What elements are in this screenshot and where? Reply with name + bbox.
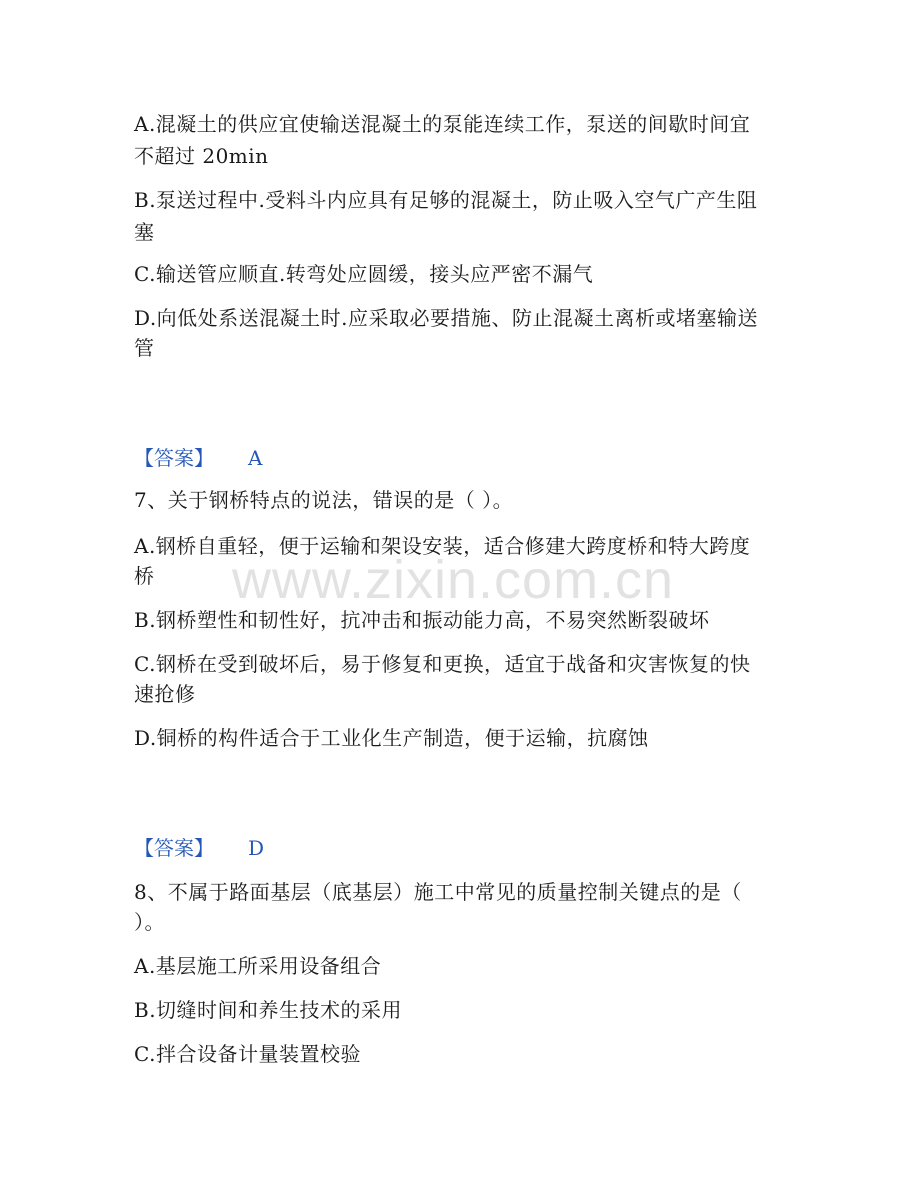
answer-label: 【答案】 bbox=[134, 446, 214, 470]
q7-option-a-line1: A.钢桥自重轻，便于运输和架设安装，适合修建大跨度桥和特大跨度 bbox=[134, 534, 751, 558]
q6-option-b-line1: B.泵送过程中.受料斗内应具有足够的混凝土，防止吸入空气广产生阻 bbox=[134, 188, 758, 212]
q6-option-c-line1: C.输送管应顺直.转弯处应圆缓，接头应严密不漏气 bbox=[134, 262, 594, 286]
q8-stem-line2: ）。 bbox=[134, 910, 165, 934]
answer-label: 【答案】 bbox=[134, 836, 214, 860]
watermark: www.zixin.com.cn bbox=[232, 550, 675, 610]
answer-value: A bbox=[248, 446, 263, 470]
q7-option-b-line1: B.钢桥塑性和韧性好，抗冲击和振动能力高，不易突然断裂破坏 bbox=[134, 608, 710, 632]
q7-option-a-line2: 桥 bbox=[134, 564, 155, 588]
q6-option-b-line2: 塞 bbox=[134, 220, 155, 244]
q6-option-a-line1: A.混凝土的供应宜使输送混凝土的泵能连续工作，泵送的间歇时间宜 bbox=[134, 112, 751, 136]
answer-value: D bbox=[248, 836, 265, 860]
q8-option-a-line1: A.基层施工所采用设备组合 bbox=[134, 954, 382, 978]
q8-option-c-line1: C.拌合设备计量装置校验 bbox=[134, 1042, 361, 1066]
q6-option-a-line2: 不超过 20min bbox=[134, 144, 269, 168]
q7-option-c-line2: 速抢修 bbox=[134, 682, 196, 706]
q8-stem-line1: 8、不属于路面基层（底基层）施工中常见的质量控制关键点的是（ bbox=[134, 880, 742, 904]
q8-option-b-line1: B.切缝时间和养生技术的采用 bbox=[134, 998, 403, 1022]
q6-option-d-line2: 管 bbox=[134, 336, 155, 360]
q7-option-c-line1: C.钢桥在受到破坏后，易于修复和更换，适宜于战备和灾害恢复的快 bbox=[134, 652, 751, 676]
q7-stem: 7、关于钢桥特点的说法，错误的是（ ）。 bbox=[134, 488, 514, 512]
q7-option-d-line1: D.铜桥的构件适合于工业化生产制造，便于运输，抗腐蚀 bbox=[134, 726, 649, 750]
q6-option-d-line1: D.向低处系送混凝土时.应采取必要措施、防止混凝土离析或堵塞输送 bbox=[134, 306, 759, 330]
